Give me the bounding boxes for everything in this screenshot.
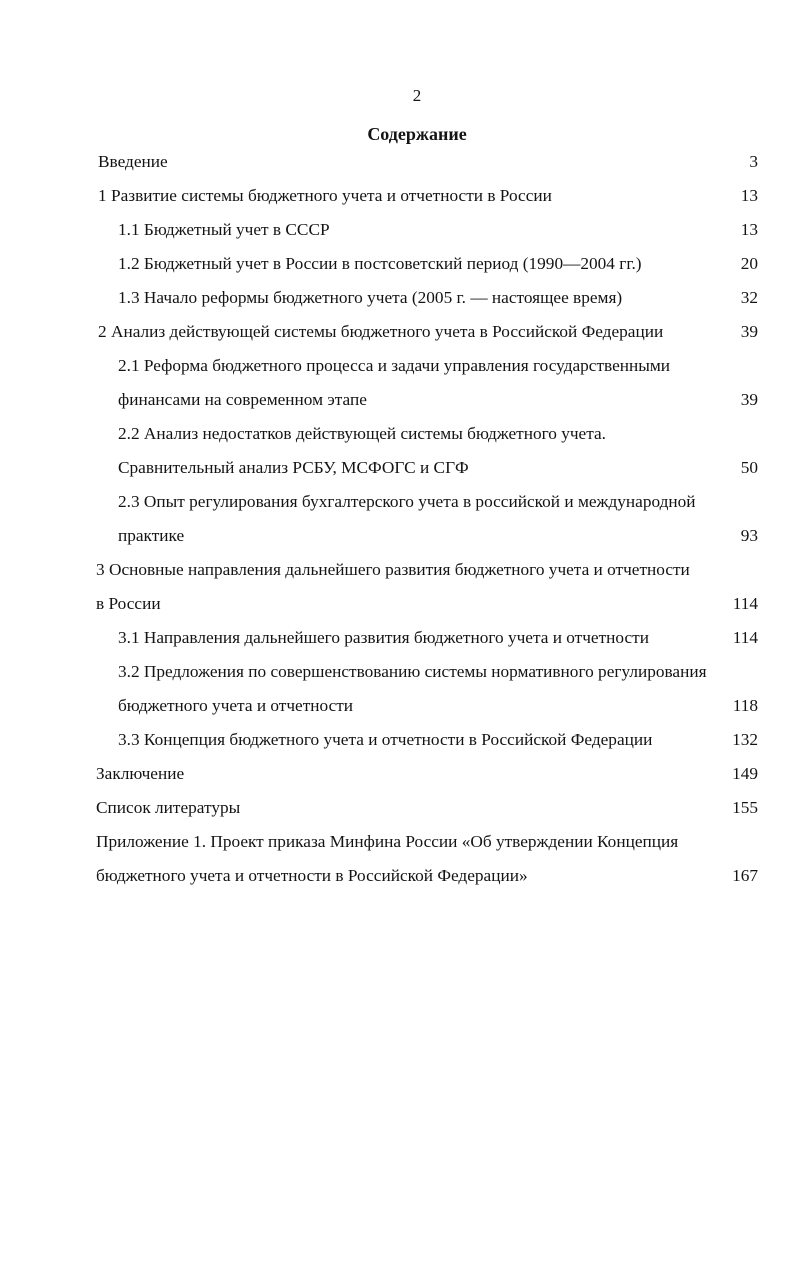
toc-entry-page: 3 <box>749 152 758 171</box>
toc-entry-section-3-3[interactable] <box>96 723 758 757</box>
toc-entry-text: бюджетного учета и отчетности <box>118 696 354 715</box>
toc-entry-appendix-1-cont[interactable] <box>96 859 758 893</box>
toc-entry-text: 1.3 Начало реформы бюджетного учета (2005 г. — настоящее время) <box>118 288 623 307</box>
toc-entry-conclusion[interactable] <box>96 757 758 791</box>
toc-entry-section-2-3-cont[interactable] <box>96 519 758 553</box>
toc-entry-appendix-1[interactable] <box>96 825 758 859</box>
toc-entry-page: 132 <box>732 730 758 749</box>
toc-entry-text: 2.2 Анализ недостатков действующей системы бюджетного учета. <box>118 424 606 443</box>
toc-entry-text: 2.3 Опыт регулирования бухгалтерского учета в российской и международной <box>118 492 696 511</box>
toc-entry-text: Приложение 1. Проект приказа Минфина России «Об утверждении Концепция <box>96 832 679 851</box>
toc-entry-page: 39 <box>740 390 758 409</box>
toc-entry-text: Заключение <box>96 764 185 783</box>
toc-entry-page: 155 <box>732 798 758 817</box>
toc-entry-text: Сравнительный анализ РСБУ, МСФОГС и СГФ <box>118 458 469 477</box>
toc-entry-text: 1.2 Бюджетный учет в России в постсоветский период (1990—2004 гг.) <box>118 254 642 273</box>
toc-entry-page: 93 <box>740 526 758 545</box>
toc-entry-bibliography[interactable] <box>96 791 758 825</box>
toc-entry-page: 39 <box>740 322 758 341</box>
toc-entry-text: 2 Анализ действующей системы бюджетного учета в Российской Федерации <box>98 322 664 341</box>
toc-title: Содержание <box>367 124 467 144</box>
toc-entry-page: 20 <box>740 254 758 273</box>
toc-entry-section-3-1[interactable] <box>96 621 758 655</box>
toc-entry-page: 13 <box>740 220 758 239</box>
toc-entry-text: 3.1 Направления дальнейшего развития бюджетного учета и отчетности <box>118 628 649 647</box>
toc-entry-section-1-3[interactable] <box>96 281 758 315</box>
toc-entry-text: в России <box>96 594 161 613</box>
toc-entry-page: 13 <box>740 186 758 205</box>
toc-entry-page: 32 <box>740 288 758 307</box>
toc-entry-text: 3.3 Концепция бюджетного учета и отчетности в Российской Федерации <box>118 730 653 749</box>
toc-entry-text: Список литературы <box>96 798 241 817</box>
toc-entry-section-3-2[interactable] <box>96 655 758 689</box>
page-number: 2 <box>412 86 422 105</box>
toc-entry-text: финансами на современном этапе <box>118 390 367 409</box>
toc-entry-section-3-2-cont[interactable] <box>96 689 758 723</box>
toc-entry-text: бюджетного учета и отчетности в Российской Федерации» <box>96 866 528 885</box>
toc-entry-page: 149 <box>732 764 758 783</box>
toc-entry-chapter-3[interactable] <box>96 553 758 587</box>
toc-entry-page: 118 <box>732 696 758 715</box>
toc-entry-page: 167 <box>732 866 758 885</box>
toc-entry-chapter-1[interactable] <box>96 179 758 213</box>
toc-entry-page: 114 <box>732 628 758 647</box>
toc-entry-page: 50 <box>740 458 758 477</box>
toc-entry-introduction[interactable] <box>96 145 758 179</box>
toc-entry-text: 3.2 Предложения по совершенствованию системы нормативного регулирования <box>118 662 707 681</box>
toc-entry-section-2-2-cont[interactable] <box>96 451 758 485</box>
toc-entry-chapter-2[interactable] <box>96 315 758 349</box>
toc-entry-section-2-2[interactable] <box>96 417 758 451</box>
toc-entry-text: 1 Развитие системы бюджетного учета и отчетности в России <box>98 186 552 205</box>
toc-entry-section-2-1[interactable] <box>96 349 758 383</box>
toc-entry-text: Введение <box>98 152 168 171</box>
toc-entry-text: 2.1 Реформа бюджетного процесса и задачи управления государственными <box>118 356 671 375</box>
toc-entry-section-2-1-cont[interactable] <box>96 383 758 417</box>
toc-entry-text: 1.1 Бюджетный учет в СССР <box>118 220 330 239</box>
toc-entry-section-1-2[interactable] <box>96 247 758 281</box>
table-of-contents <box>96 145 758 893</box>
toc-entry-page: 114 <box>732 594 758 613</box>
toc-entry-chapter-3-cont[interactable] <box>96 587 758 621</box>
toc-entry-text: 3 Основные направления дальнейшего развития бюджетного учета и отчетности <box>96 560 690 579</box>
toc-entry-text: практике <box>118 526 185 545</box>
toc-entry-section-2-3[interactable] <box>96 485 758 519</box>
toc-entry-section-1-1[interactable] <box>96 213 758 247</box>
